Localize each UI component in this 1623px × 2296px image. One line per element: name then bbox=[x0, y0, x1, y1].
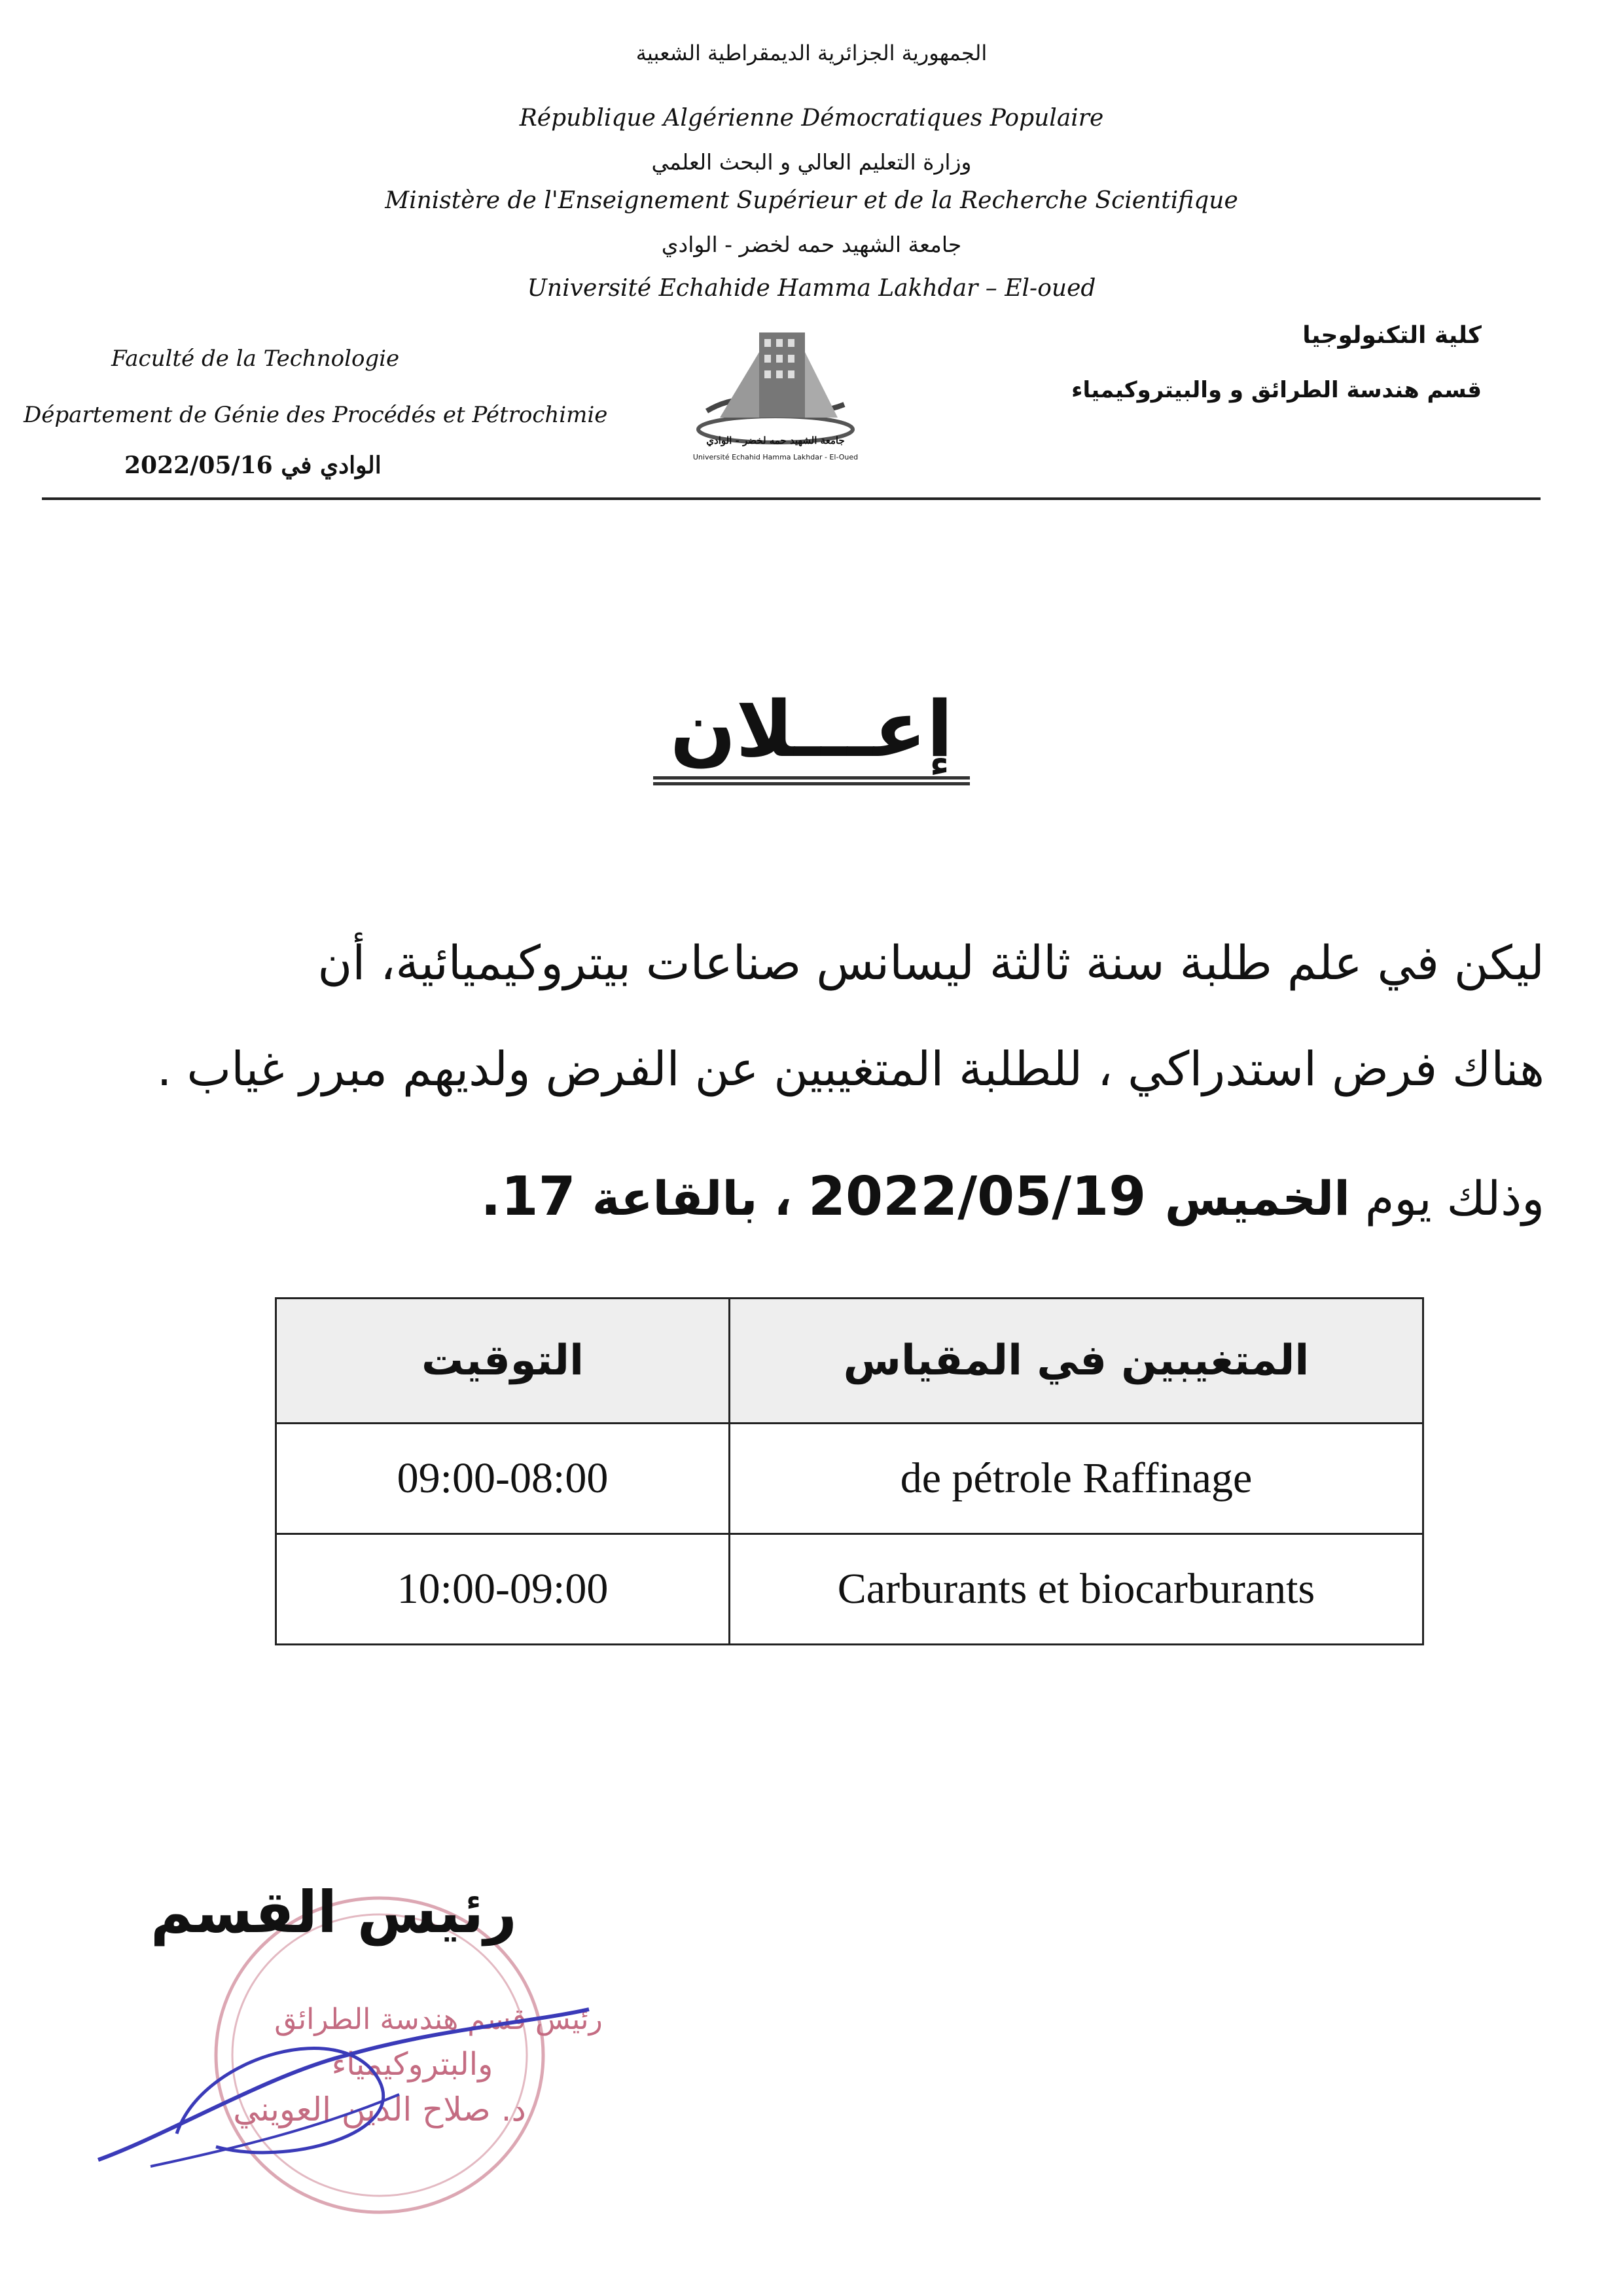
department-ar: قسم هندسة الطرائق و والبيتروكيمياء bbox=[1071, 377, 1482, 403]
line3-mid: ، بالقاعة bbox=[575, 1171, 808, 1226]
table-row bbox=[276, 1424, 1423, 1534]
line3-day: الخميس bbox=[1164, 1171, 1350, 1226]
logo-caption-ar: جامعة الشهيد حمه لخضر - الوادي bbox=[706, 435, 845, 446]
announcement-title: إعـــلان bbox=[653, 687, 970, 785]
header-module: المتغيبين في المقياس bbox=[730, 1299, 1423, 1424]
faculty-fr: Faculté de la Technologie bbox=[111, 346, 400, 372]
header-ar-republic: الجمهورية الجزائرية الديمقراطية الشعبية bbox=[635, 41, 988, 65]
header-fr-republic: République Algérienne Démocratiques Populaire bbox=[519, 105, 1104, 132]
header-divider bbox=[42, 497, 1541, 500]
signature-title: رئيس القسم bbox=[151, 1878, 517, 1946]
table-row bbox=[276, 1534, 1423, 1645]
stamp-name: د. صلاح الدين العويني bbox=[233, 2090, 526, 2128]
university-logo bbox=[681, 313, 870, 470]
line3-prefix: وذلك يوم bbox=[1349, 1171, 1544, 1226]
line3-date: 2022/05/19 bbox=[808, 1166, 1165, 1228]
stamp-text-1: رئيس قسم هندسة الطرائق bbox=[274, 2003, 603, 2036]
header-fr-ministry: Ministère de l'Enseignement Supérieur et de la Recherche Scientifique bbox=[385, 187, 1238, 214]
cell-module: Carburants et biocarburants bbox=[730, 1534, 1423, 1645]
body-line-1: ليكن في علم طلبة سنة ثالثة ليسانس صناعات بيتروكيميائية، أن bbox=[317, 935, 1544, 990]
table-header-row bbox=[276, 1299, 1423, 1424]
cell-time: 10:00-09:00 bbox=[276, 1534, 730, 1645]
cell-module: de pétrole Raffinage bbox=[730, 1424, 1423, 1534]
body-line-3 bbox=[59, 1165, 1544, 1229]
title-container bbox=[0, 684, 1623, 785]
schedule-table bbox=[275, 1297, 1424, 1645]
line3-room: 17. bbox=[480, 1166, 576, 1228]
header-time: التوقيت bbox=[276, 1299, 730, 1424]
header-ar-university: جامعة الشهيد حمه لخضر - الوادي bbox=[661, 232, 962, 257]
stamp-text-2: والبتروكيمياء bbox=[331, 2046, 493, 2083]
document-date: الوادي في 2022/05/16 bbox=[124, 452, 382, 479]
faculty-ar: كلية التكنولوجيا bbox=[1302, 322, 1482, 349]
cell-time: 09:00-08:00 bbox=[276, 1424, 730, 1534]
header-fr-university: Université Echahide Hamma Lakhdar – El-oued bbox=[527, 275, 1096, 302]
logo-caption-fr: Université Echahid Hamma Lakhdar - El-Oued bbox=[692, 453, 859, 461]
department-fr: Département de Génie des Procédés et Pétrochimie bbox=[24, 402, 608, 428]
header-ar-ministry: وزارة التعليم العالي و البحث العلمي bbox=[651, 149, 972, 175]
body-line-2: هناك فرض استدراكي ، للطلبة المتغيبين عن الفرض ولديهم مبرر غياب . bbox=[156, 1041, 1544, 1096]
